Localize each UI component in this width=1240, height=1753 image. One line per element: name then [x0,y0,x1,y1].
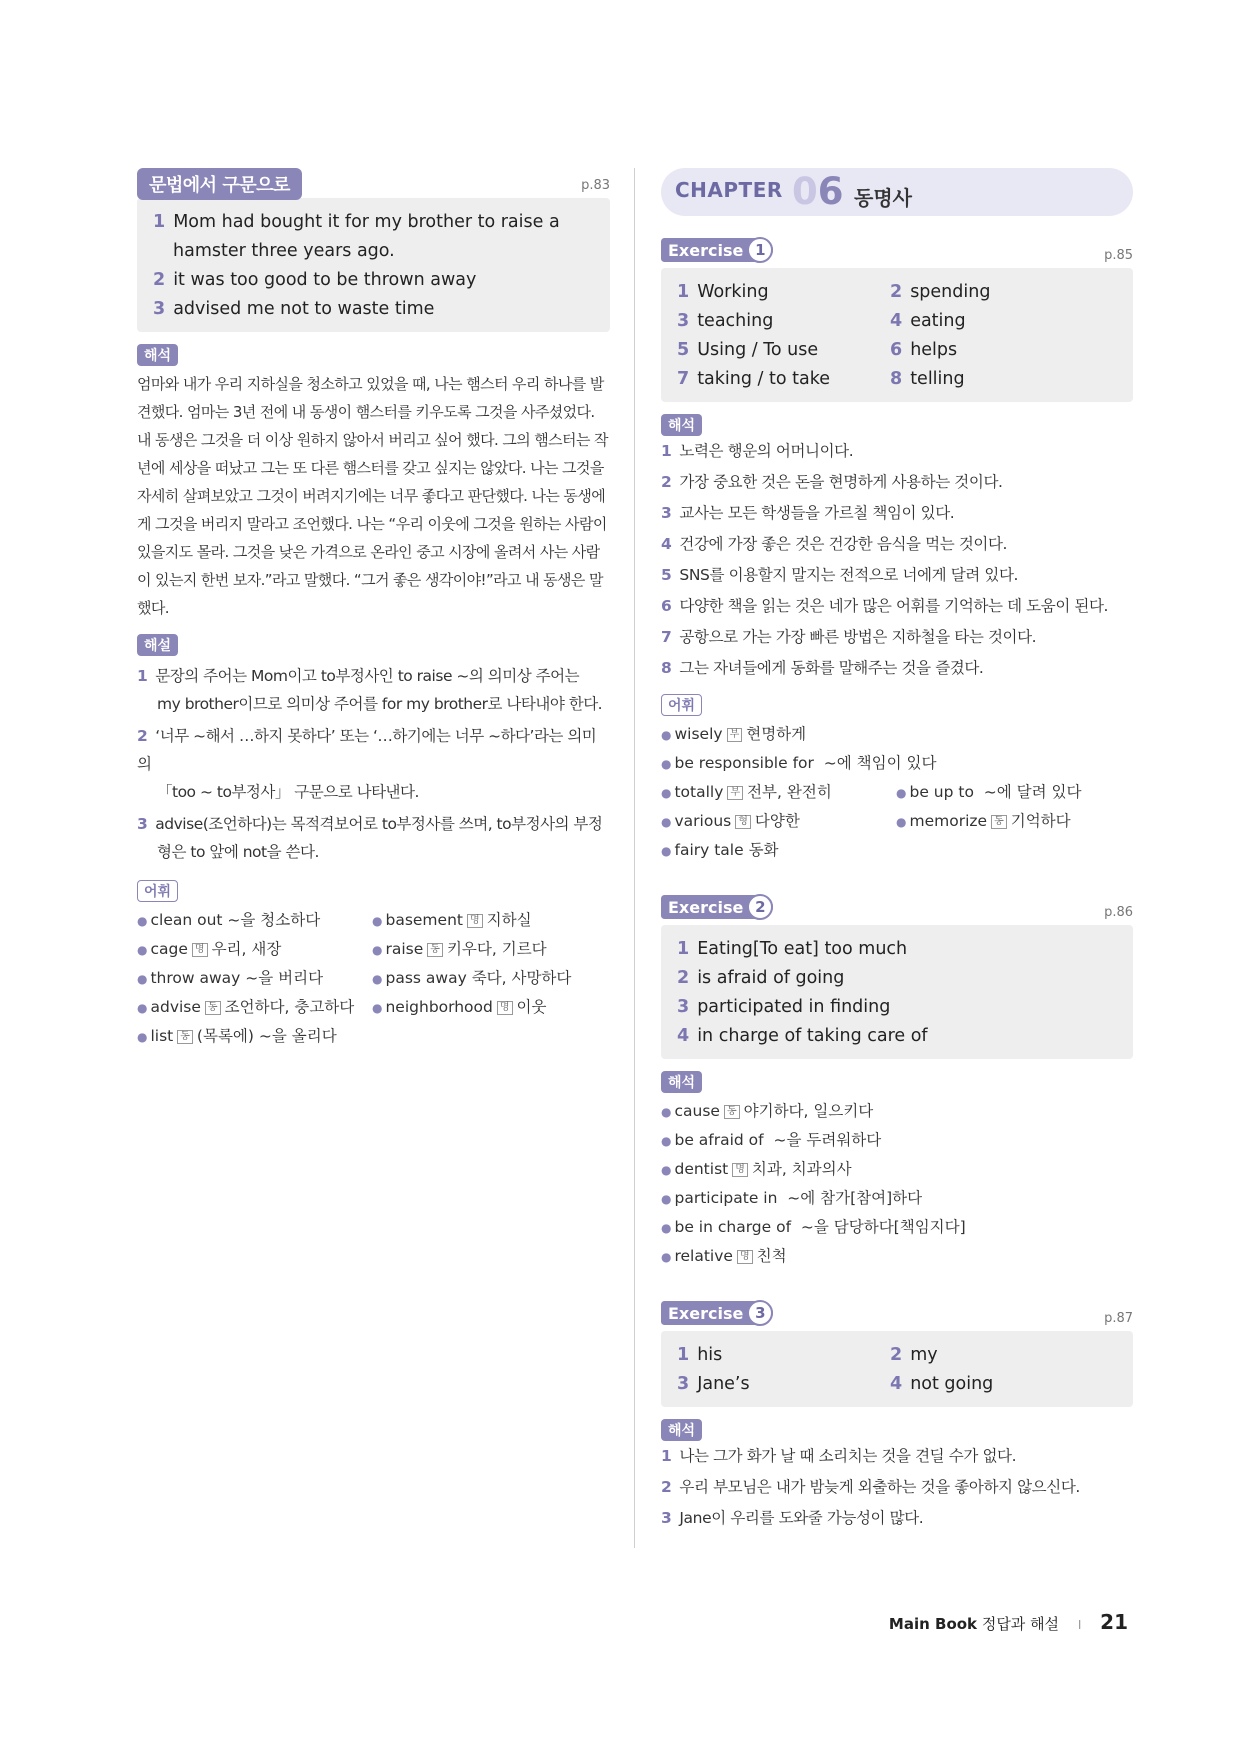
answer-row: 1 Mom had bought it for my brother to raise a [153,212,560,232]
exercise-1-header [661,238,1133,268]
vocab-item: ● throw away ~을 버리다 [137,969,324,987]
bullet-icon: ● [661,1134,672,1148]
exercise-3-answers [661,1331,1133,1407]
explanation-label: 해설 [137,634,178,656]
answer-item: 3 Jane’s [677,1374,750,1394]
page-ref: p.87 [1104,1311,1133,1326]
vocab-item: ● neighborhood 명 이웃 [372,998,547,1016]
vocab-item: ● list 동 (목록에) ~을 올리다 [137,1027,337,1045]
section-header [137,168,610,198]
answer-item: 4 in charge of taking care of [677,1026,928,1046]
answer-item: 4 eating [890,311,966,331]
exercise-2-answers [661,925,1133,1059]
translation-list [661,1441,1133,1534]
vocab-item: ● be up to ~에 달려 있다 [896,783,1082,801]
exercise-2-header [661,895,1133,925]
chapter-number: 06 [792,170,844,213]
translation-list [661,436,1133,684]
bullet-icon: ● [137,914,148,928]
vocab-item: ● advise 동 조언하다, 충고하다 [137,998,355,1016]
answer-item: 7 taking / to take [677,369,830,389]
vocab-label: 어휘 [661,694,702,716]
book-subtitle: 정답과 해설 [981,1615,1060,1633]
vocab-list [137,906,610,1051]
vocab-item: ● cage 명 우리, 새장 [137,940,282,958]
exercise-tag: Exercise 3 [661,1301,773,1325]
page-number: 21 [1100,1610,1128,1634]
vocab-item: ● dentist 명 치과, 치과의사 [661,1160,852,1178]
bullet-icon: ● [661,1221,672,1235]
bullet-icon: ● [661,844,672,858]
bullet-icon: ● [372,1001,383,1015]
translation-item: 2 가장 중요한 것은 돈을 현명하게 사용하는 것이다. [661,473,1003,491]
vocab-item: ● clean out ~을 청소하다 [137,911,321,929]
left-column [137,168,610,1051]
chapter-header [661,168,1133,216]
vocab-item: ● totally 부 전부, 완전히 [661,783,832,801]
vocab-label: 어휘 [137,880,178,902]
translation-item: 5 SNS를 이용할지 말지는 전적으로 너에게 달려 있다. [661,566,1019,584]
vocab-item: ● fairy tale 동화 [661,841,779,859]
bullet-icon: ● [661,1192,672,1206]
translation-label: 해석 [661,414,702,436]
footer-separator: I [1077,1618,1082,1632]
answer-item: 3 teaching [677,311,774,331]
vocab-item: ● participate in ~에 참가[참여]하다 [661,1189,923,1207]
vocab-item: ● wisely 부 현명하게 [661,725,807,743]
explanation-list [137,662,610,866]
bullet-icon: ● [137,1001,148,1015]
explanation-item: 2 ‘너무 ~해서 …하지 못하다’ 또는 ‘…하기에는 너무 ~하다’라는 의미의 「too ~ to부정사」 구문으로 나타낸다. [137,727,597,801]
translation-paragraph: 엄마와 내가 우리 지하실을 청소하고 있었을 때, 나는 햄스터 우리 하나를 발견했다. 엄마는 3년 전에 내 동생이 햄스터를 키우도록 그것을 사주셨었다. 내 동생은 그것을 더 이상 원하지 않아서 버리고 싶어 했다. 그의 햄스터는 작년에 세상을 떠났고 그는 또 다른 햄스터를 갖고 싶지는 않았다. 나는 그것을 자세히 살펴보았고 그것이 버려지기에는 너무 좋다고 판단했다. 나는 동생에게 그것을 버리지 말라고 조언했다. 나는 “우리 이웃에 그것을 원하는 사람이 있을지도 몰라. 그것을 낮은 가격으로 온라인 중고 시장에 올려서 사는 사람이 있는지 한번 보자.”라고 말했다. “그거 좋은 생각이야!”라고 내 동생은 말했다. [137,375,608,617]
answer-row: 2 it was too good to be thrown away [153,270,477,290]
vocab-item: ● basement 명 지하실 [372,911,532,929]
bullet-icon: ● [661,815,672,829]
vocab-item: ● memorize 동 기억하다 [896,812,1071,830]
vocab-item: ● be afraid of ~을 두려워하다 [661,1131,882,1149]
bullet-icon: ● [896,815,907,829]
explanation-item: 3 advise(조언하다)는 목적격보어로 to부정사를 쓰며, to부정사의 부정 형은 to 앞에 not을 쓴다. [137,815,603,861]
vocab-list [661,720,1133,865]
book-brand: Main Book [888,1615,978,1633]
bullet-icon: ● [137,943,148,957]
bullet-icon: ● [661,1105,672,1119]
explanation-item: 1 문장의 주어는 Mom이고 to부정사인 to raise ~의 의미상 주어는 my brother이므로 의미상 주어를 for my brother로 나타내야 한다. [137,667,603,713]
vocab-item: ● raise 동 키우다, 기르다 [372,940,547,958]
translation-item: 6 다양한 책을 읽는 것은 네가 많은 어휘를 기억하는 데 도움이 된다. [661,597,1109,615]
answer-row: 3 advised me not to waste time [153,299,435,319]
exercise-1-answers [661,268,1133,402]
bullet-icon: ● [896,786,907,800]
answer-item: 5 Using / To use [677,340,819,360]
vocab-list [661,1097,1133,1271]
answer-item: 8 telling [890,369,965,389]
translation-label: 해석 [137,344,178,366]
answer-item: 4 not going [890,1374,994,1394]
right-column [661,168,1133,1534]
translation-label: 해석 [661,1071,702,1093]
bullet-icon: ● [661,786,672,800]
bullet-icon: ● [372,914,383,928]
page-footer [889,1610,1128,1634]
answer-box [137,198,610,332]
exercise-3-header [661,1301,1133,1331]
answer-item: 3 participated in finding [677,997,891,1017]
translation-item: 8 그는 자녀들에게 동화를 말해주는 것을 즐겼다. [661,659,984,677]
bullet-icon: ● [372,972,383,986]
vocab-item: ● relative 명 친척 [661,1247,787,1265]
exercise-tag: Exercise 1 [661,238,773,262]
translation-item: 1 나는 그가 화가 날 때 소리치는 것을 견딜 수가 없다. [661,1447,1017,1465]
bullet-icon: ● [137,1030,148,1044]
column-divider [634,168,635,1548]
vocab-item: ● be responsible for ~에 책임이 있다 [661,754,937,772]
bullet-icon: ● [661,1250,672,1264]
chapter-title: 동명사 [854,186,912,210]
translation-item: 3 교사는 모든 학생들을 가르칠 책임이 있다. [661,504,955,522]
bullet-icon: ● [661,728,672,742]
page-ref: p.86 [1104,905,1133,920]
answer-item: 1 his [677,1345,723,1365]
answer-item: 2 is afraid of going [677,968,845,988]
answer-item: 2 my [890,1345,938,1365]
page-ref: p.83 [581,178,610,193]
bullet-icon: ● [661,757,672,771]
translation-item: 7 공항으로 가는 가장 빠른 방법은 지하철을 타는 것이다. [661,628,1037,646]
translation-item: 4 건강에 가장 좋은 것은 건강한 음식을 먹는 것이다. [661,535,1008,553]
section-title: 문법에서 구문으로 [137,168,302,200]
translation-item: 2 우리 부모님은 내가 밤늦게 외출하는 것을 좋아하지 않으신다. [661,1478,1080,1496]
vocab-item: ● be in charge of ~을 담당하다[책임지다] [661,1218,966,1236]
vocab-item: ● pass away 죽다, 사망하다 [372,969,572,987]
translation-item: 3 Jane이 우리를 도와줄 가능성이 많다. [661,1509,924,1527]
exercise-tag: Exercise 2 [661,895,773,919]
answer-item: 6 helps [890,340,958,360]
translation-label: 해석 [661,1419,702,1441]
bullet-icon: ● [372,943,383,957]
answer-item: 1 Eating[To eat] too much [677,939,908,959]
bullet-icon: ● [661,1163,672,1177]
bullet-icon: ● [137,972,148,986]
page-ref: p.85 [1104,248,1133,263]
chapter-label: CHAPTER [675,178,783,202]
translation-item: 1 노력은 행운의 어머니이다. [661,442,854,460]
vocab-item: ● various 형 다양한 [661,812,800,830]
vocab-item: ● cause 동 야기하다, 일으키다 [661,1102,874,1120]
answer-item: 2 spending [890,282,991,302]
answer-item: 1 Working [677,282,769,302]
answer-row-continuation: hamster three years ago. [173,241,395,261]
